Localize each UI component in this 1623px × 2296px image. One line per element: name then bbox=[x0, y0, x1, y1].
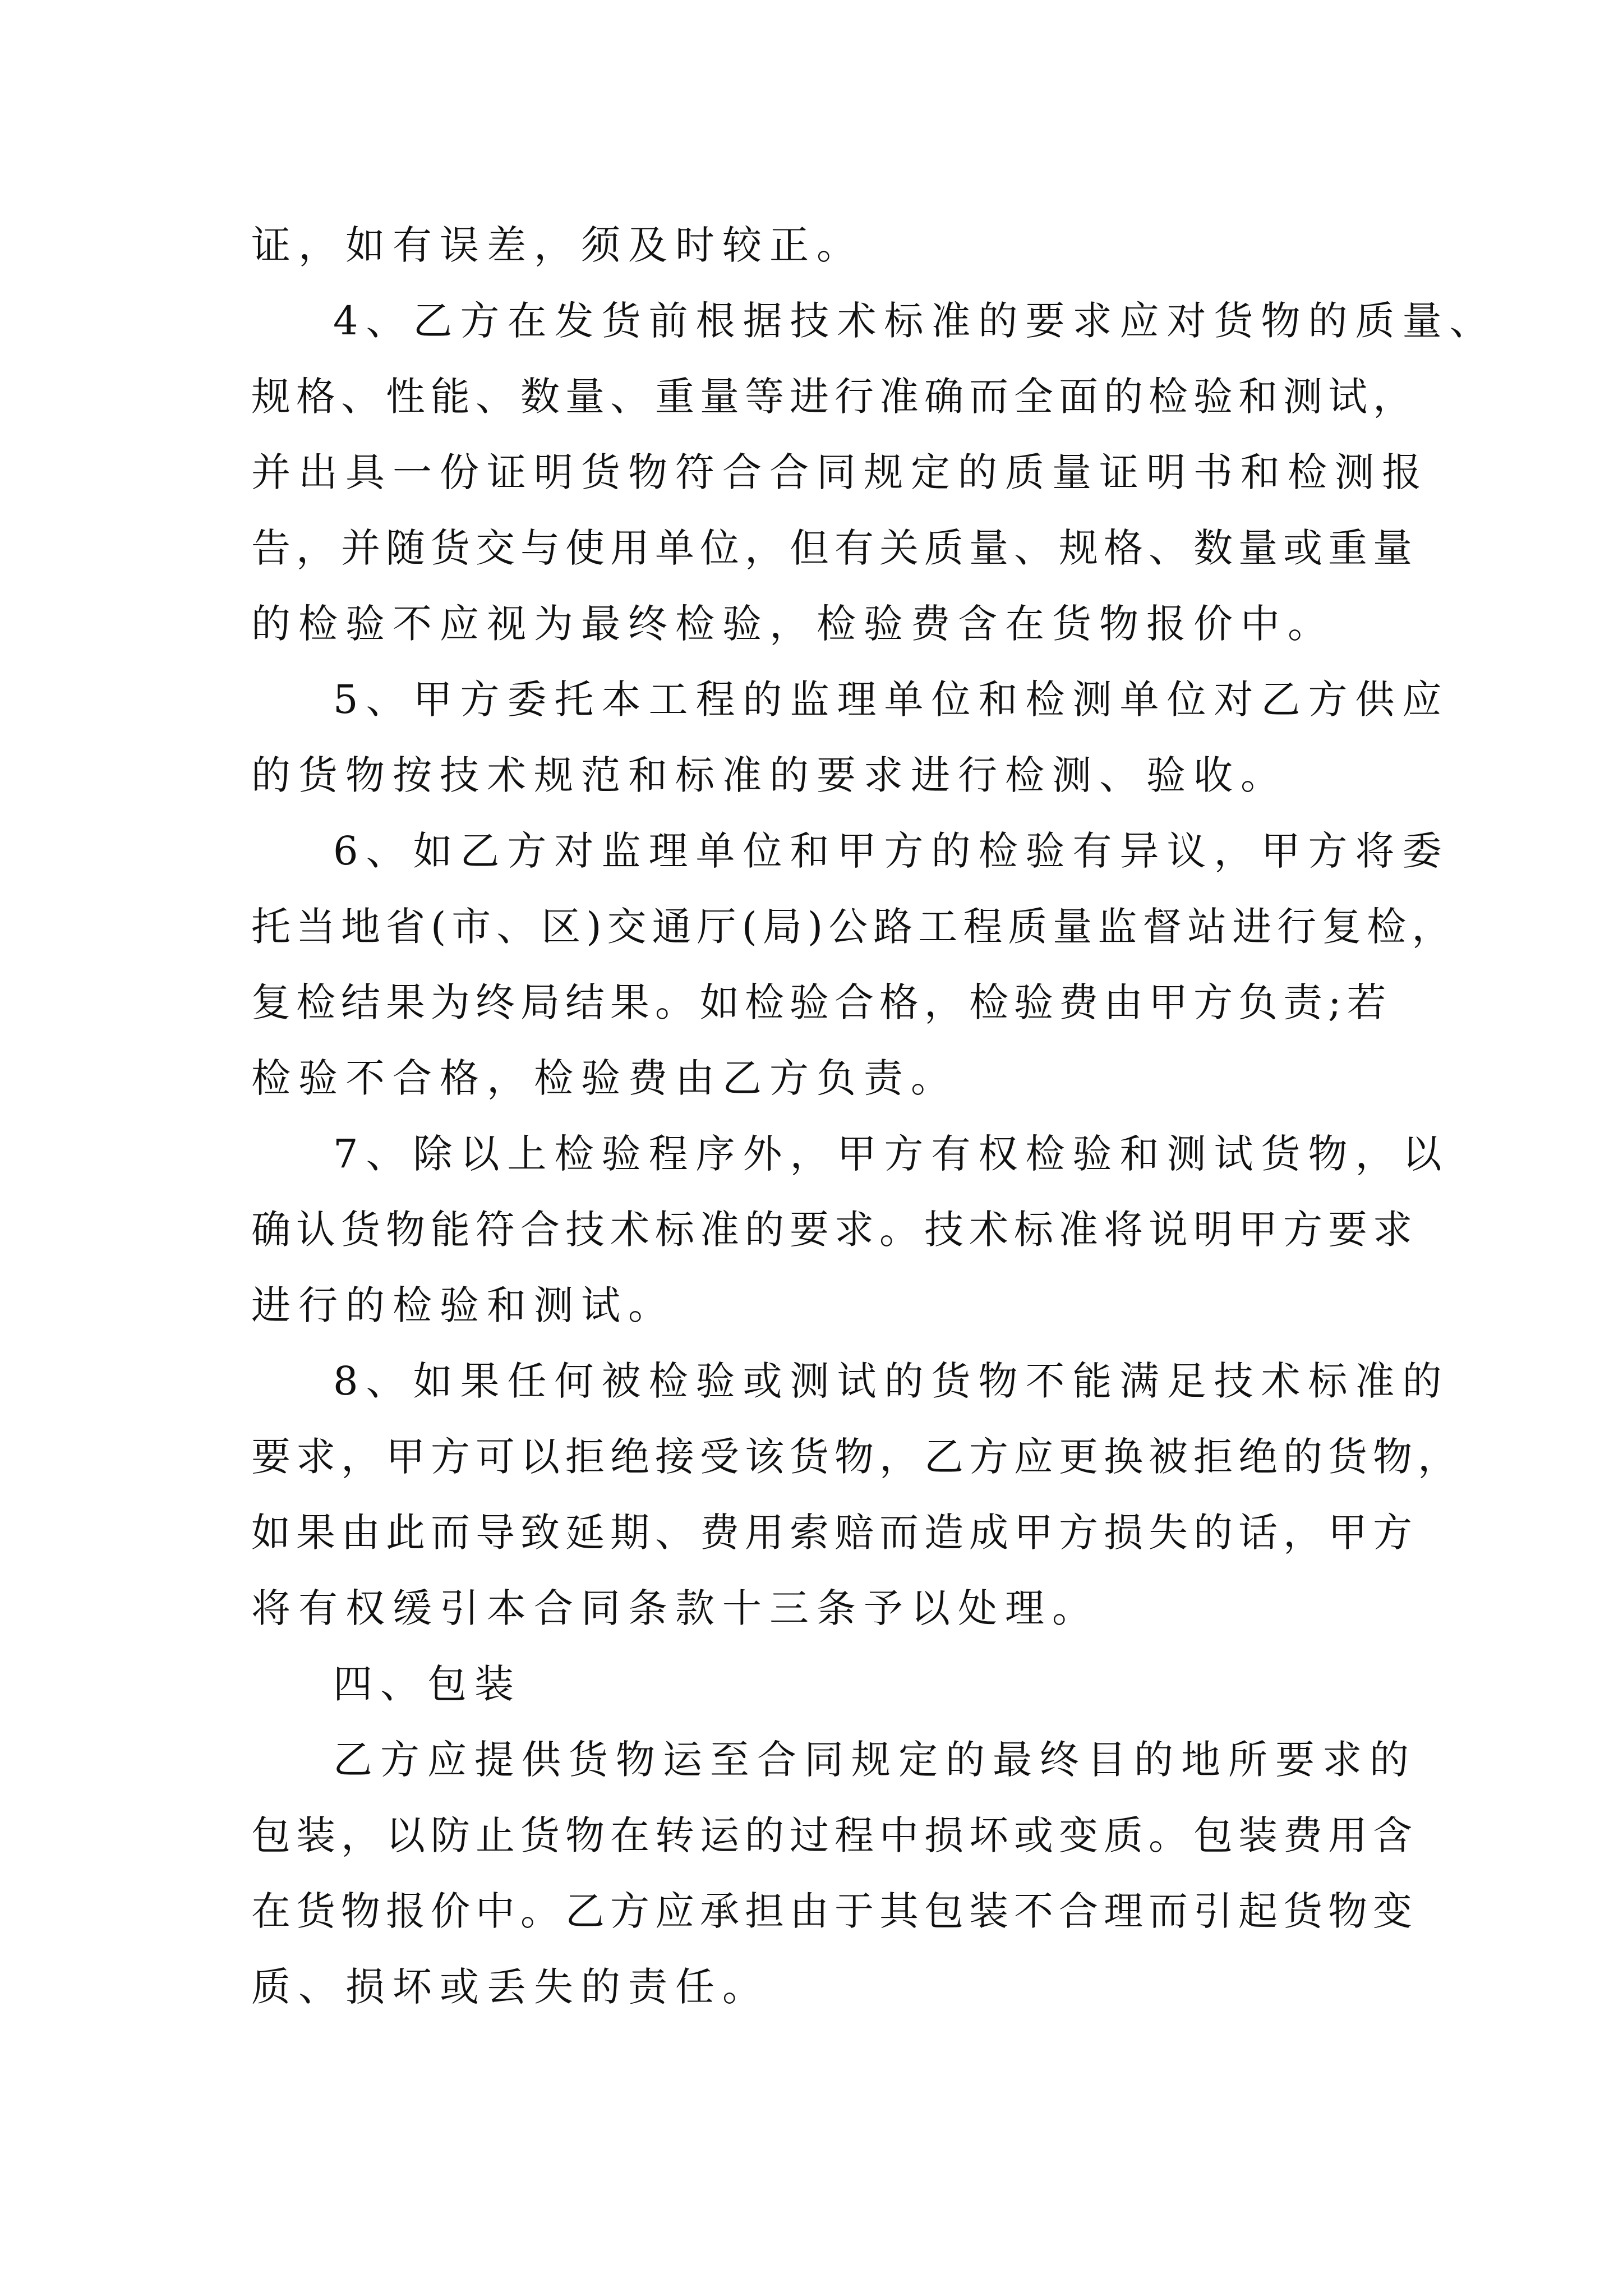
text-line: 6、如乙方对监理单位和甲方的检验有异议，甲方将委 bbox=[333, 828, 1450, 874]
text-line: 4、乙方在发货前根据技术标准的要求应对货物的质量、 bbox=[333, 298, 1497, 344]
text-line: 进行的检验和测试。 bbox=[251, 1282, 675, 1328]
text-line: 确认货物能符合技术标准的要求。技术标准将说明甲方要求 bbox=[251, 1207, 1418, 1253]
text-line: 5、甲方委托本工程的监理单位和检测单位对乙方供应 bbox=[333, 677, 1450, 723]
text-line: 包装，以防止货物在转运的过程中损坏或变质。包装费用含 bbox=[251, 1812, 1418, 1858]
text-line: 托当地省(市、区)交通厅(局)公路工程质量监督站进行复检， bbox=[251, 904, 1457, 950]
text-line: 乙方应提供货物运至合同规定的最终目的地所要求的 bbox=[333, 1737, 1417, 1783]
text-line: 7、除以上检验程序外，甲方有权检验和测试货物，以 bbox=[333, 1131, 1450, 1177]
text-line: 的检验不应视为最终检验，检验费含在货物报价中。 bbox=[251, 601, 1335, 647]
document-page bbox=[251, 208, 1497, 2025]
text-line: 如果由此而导致延期、费用索赔而造成甲方损失的话，甲方 bbox=[251, 1510, 1418, 1556]
text-line: 质、损坏或丢失的责任。 bbox=[251, 1964, 769, 2010]
text-line: 在货物报价中。乙方应承担由于其包装不合理而引起货物变 bbox=[251, 1888, 1418, 1934]
text-line: 8、如果任何被检验或测试的货物不能满足技术标准的 bbox=[333, 1358, 1450, 1404]
text-line: 证，如有误差，须及时较正。 bbox=[251, 222, 864, 268]
text-line: 要求，甲方可以拒绝接受该货物，乙方应更换被拒绝的货物， bbox=[251, 1434, 1463, 1480]
text-line: 并出具一份证明货物符合合同规定的质量证明书和检测报 bbox=[251, 449, 1429, 495]
text-line: 复检结果为终局结果。如检验合格，检验费由甲方负责;若 bbox=[251, 979, 1392, 1025]
text-line: 将有权缓引本合同条款十三条予以处理。 bbox=[251, 1585, 1099, 1631]
text-line: 的货物按技术规范和标准的要求进行检测、验收。 bbox=[251, 752, 1288, 798]
section-heading: 四、包装 bbox=[333, 1661, 522, 1707]
text-line: 规格、性能、数量、重量等进行准确而全面的检验和测试， bbox=[251, 374, 1418, 420]
text-line: 告，并随货交与使用单位，但有关质量、规格、数量或重量 bbox=[251, 525, 1418, 571]
text-line: 检验不合格，检验费由乙方负责。 bbox=[251, 1055, 958, 1101]
